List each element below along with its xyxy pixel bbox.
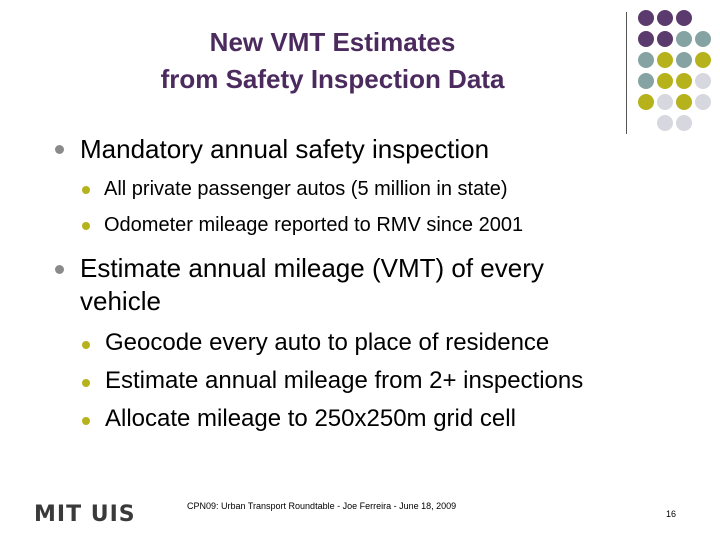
sub-bullet-dot-icon (82, 222, 90, 230)
title-line-2: from Safety Inspection Data (160, 64, 505, 94)
bullet-item-continuation: vehicle (80, 286, 161, 316)
sub-bullet-item: All private passenger autos (5 million in state) (104, 178, 508, 200)
bullet-item: Mandatory annual safety inspection (80, 134, 490, 164)
decorative-dot (695, 52, 711, 68)
bullet-item: Estimate annual mileage (VMT) of every (80, 253, 544, 283)
page-number: 16 (666, 509, 677, 519)
title-line-1: New VMT Estimates (209, 27, 456, 57)
decorative-dot (638, 31, 654, 47)
sub-bullet-item: Odometer mileage reported to RMV since 2001 (104, 214, 524, 236)
decorative-dot (676, 73, 692, 89)
sub-bullet-dot-icon (82, 341, 90, 349)
decorative-dot (695, 94, 711, 110)
decorative-dot (657, 10, 673, 26)
slide-title (60, 24, 605, 98)
decorative-dot (695, 31, 711, 47)
decorative-dot (676, 52, 692, 68)
bullet-dot-icon (55, 265, 64, 274)
decorative-dot (657, 115, 673, 131)
sub-bullet-dot-icon (82, 417, 90, 425)
decorative-dot (657, 52, 673, 68)
decorative-dot (676, 31, 692, 47)
sub-bullet-dot-icon (82, 379, 90, 387)
decorative-divider (626, 12, 627, 134)
bullet-dot-icon (55, 145, 64, 154)
sub-bullet-item: Estimate annual mileage from 2+ inspections (105, 367, 584, 394)
decorative-dot (657, 31, 673, 47)
decorative-dot (657, 94, 673, 110)
decorative-dot (638, 73, 654, 89)
mit-uis-logo: MIT UIS (34, 502, 136, 527)
slide-footer: CPN09: Urban Transport Roundtable - Joe Ferreira - June 18, 2009 (187, 501, 457, 511)
decorative-dot (657, 73, 673, 89)
decorative-dot (676, 10, 692, 26)
decorative-dot (676, 115, 692, 131)
decorative-dot (695, 73, 711, 89)
decorative-dot (676, 94, 692, 110)
sub-bullet-item: Geocode every auto to place of residence (105, 329, 550, 356)
sub-bullet-dot-icon (82, 186, 90, 194)
sub-bullet-item: Allocate mileage to 250x250m grid cell (105, 405, 516, 432)
decorative-dot (638, 52, 654, 68)
decorative-dot (638, 10, 654, 26)
decorative-dot (638, 94, 654, 110)
